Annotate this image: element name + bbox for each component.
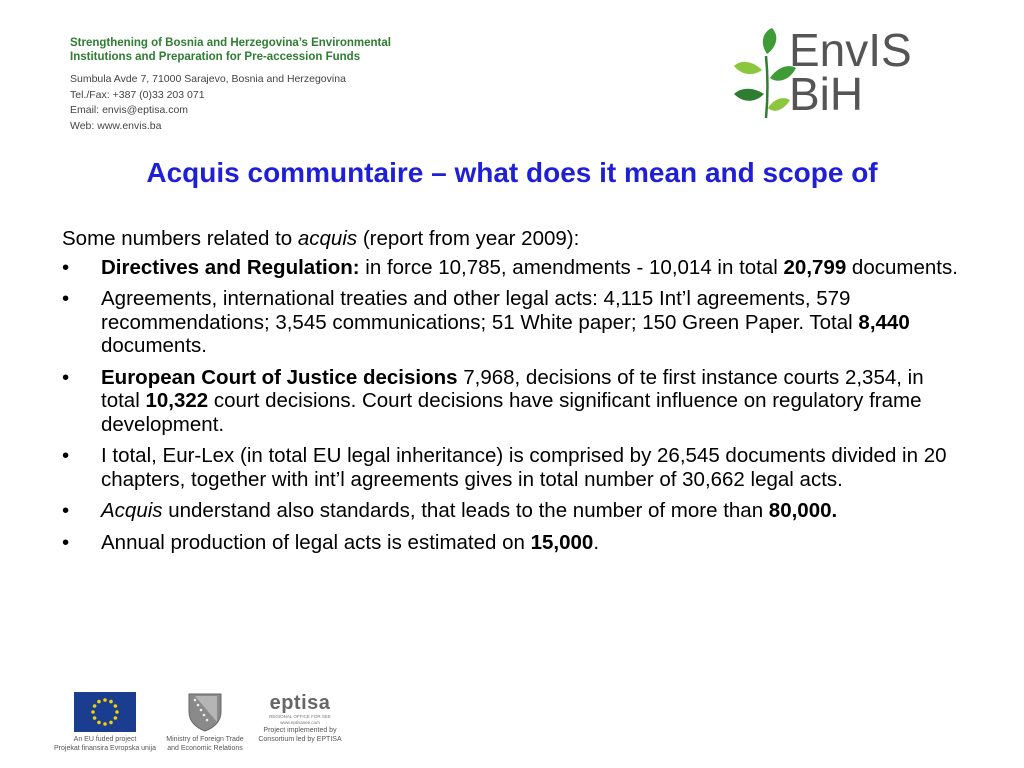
- slide-body: [62, 227, 962, 562]
- ministry-caption-line2: and Economic Relations: [167, 744, 243, 752]
- bih-coat-of-arms-icon: [187, 692, 223, 732]
- eptisa-caption-line1: Project implemented by: [263, 727, 337, 734]
- bullet-text: court decisions. Court decisions have significant influence on regulatory frame development.: [101, 389, 922, 436]
- bullet-bold: Directives and Regulation:: [101, 255, 360, 279]
- bullet-bold: European Court of Justice decisions: [101, 365, 458, 389]
- bullet-standards: [62, 499, 962, 523]
- bullet-text: 7,968, decisions of te first instance courts 2,354, in total: [101, 365, 924, 412]
- phone: Tel./Fax: +387 (0)33 203 071: [70, 88, 205, 101]
- ministry-logo-block: [162, 690, 248, 753]
- bullet-eur-lex: [62, 444, 962, 491]
- eptisa-logo: eptisa: [269, 692, 331, 714]
- contact-info: [70, 72, 346, 134]
- bullet-text: I total, Eur-Lex (in total EU legal inheritance) is comprised by 26,545 documents divided in 20 chapters, together with int’l agreements gives in total number of 30,662 legal acts.: [101, 444, 947, 491]
- envis-logo-text: [789, 24, 912, 120]
- bullet-text: understand also standards, that leads to the number of more than: [162, 499, 769, 522]
- bullet-annual-production: [62, 531, 962, 555]
- eu-flag-icon: [74, 692, 136, 732]
- organization-title-line2: Institutions and Preparation for Pre-accession Funds: [70, 51, 361, 63]
- bullet-court-decisions: [62, 366, 962, 437]
- bullet-text: in force 10,785, amendments - 10,014 in total: [359, 255, 784, 279]
- address: Sumbula Avde 7, 71000 Sarajevo, Bosnia and Herzegovina: [70, 73, 346, 85]
- intro-before: Some numbers related to: [62, 227, 298, 250]
- eptisa-small-line1: REGIONAL OFFICE FOR SEE: [269, 714, 331, 719]
- intro-line: [62, 227, 962, 251]
- website: Web: www.envis.ba: [70, 119, 162, 132]
- eu-caption-line2: Projekat finansira Evropska unija: [54, 744, 156, 752]
- envis-logo-line2: BiH: [789, 68, 864, 120]
- envis-logo-line1: EnvIS: [789, 24, 912, 76]
- intro-after: (report from year 2009):: [357, 227, 580, 250]
- bullet-text: documents.: [846, 255, 958, 279]
- intro-emphasis: acquis: [297, 227, 358, 250]
- bullet-bold-number: 8,440: [858, 310, 910, 334]
- organization-title-line1: Strengthening of Bosnia and Herzegovina’s Environmental: [70, 37, 391, 49]
- organization-title: [70, 36, 510, 64]
- bullet-text: Agreements, international treaties and other legal acts: 4,115 Int’l agreements, 579 recommendations; 3,545 communications; 51 White paper; 150 Green Paper. Total: [101, 287, 859, 334]
- bullet-text: documents.: [101, 334, 207, 357]
- email: Email: envis@eptisa.com: [70, 104, 189, 116]
- eptisa-small-line2: www.eptisasee.com: [280, 719, 320, 725]
- eu-logo-block: [50, 690, 160, 753]
- eu-caption-line1: An EU fuded project: [73, 736, 137, 743]
- eptisa-caption-line2: Consortium led by EPTISA: [258, 735, 342, 743]
- bullet-agreements: [62, 287, 962, 358]
- slide-title: Acquis communtaire – what does it mean and scope of: [146, 157, 878, 188]
- bullet-list: [62, 256, 962, 555]
- bullet-directives: [62, 256, 962, 280]
- bullet-bold-number: 15,000: [530, 530, 594, 554]
- eptisa-logo-block: [252, 690, 348, 744]
- bullet-text: .: [593, 530, 600, 554]
- bullet-text: Annual production of legal acts is estimated on: [101, 530, 531, 554]
- bullet-bold-number: 10,322: [145, 389, 209, 412]
- ministry-caption-line1: Ministry of Foreign Trade: [166, 736, 244, 743]
- bullet-bold-number: 80,000.: [768, 499, 838, 522]
- bullet-bold-number: 20,799: [783, 255, 847, 279]
- bullet-emphasis: Acquis: [101, 499, 163, 522]
